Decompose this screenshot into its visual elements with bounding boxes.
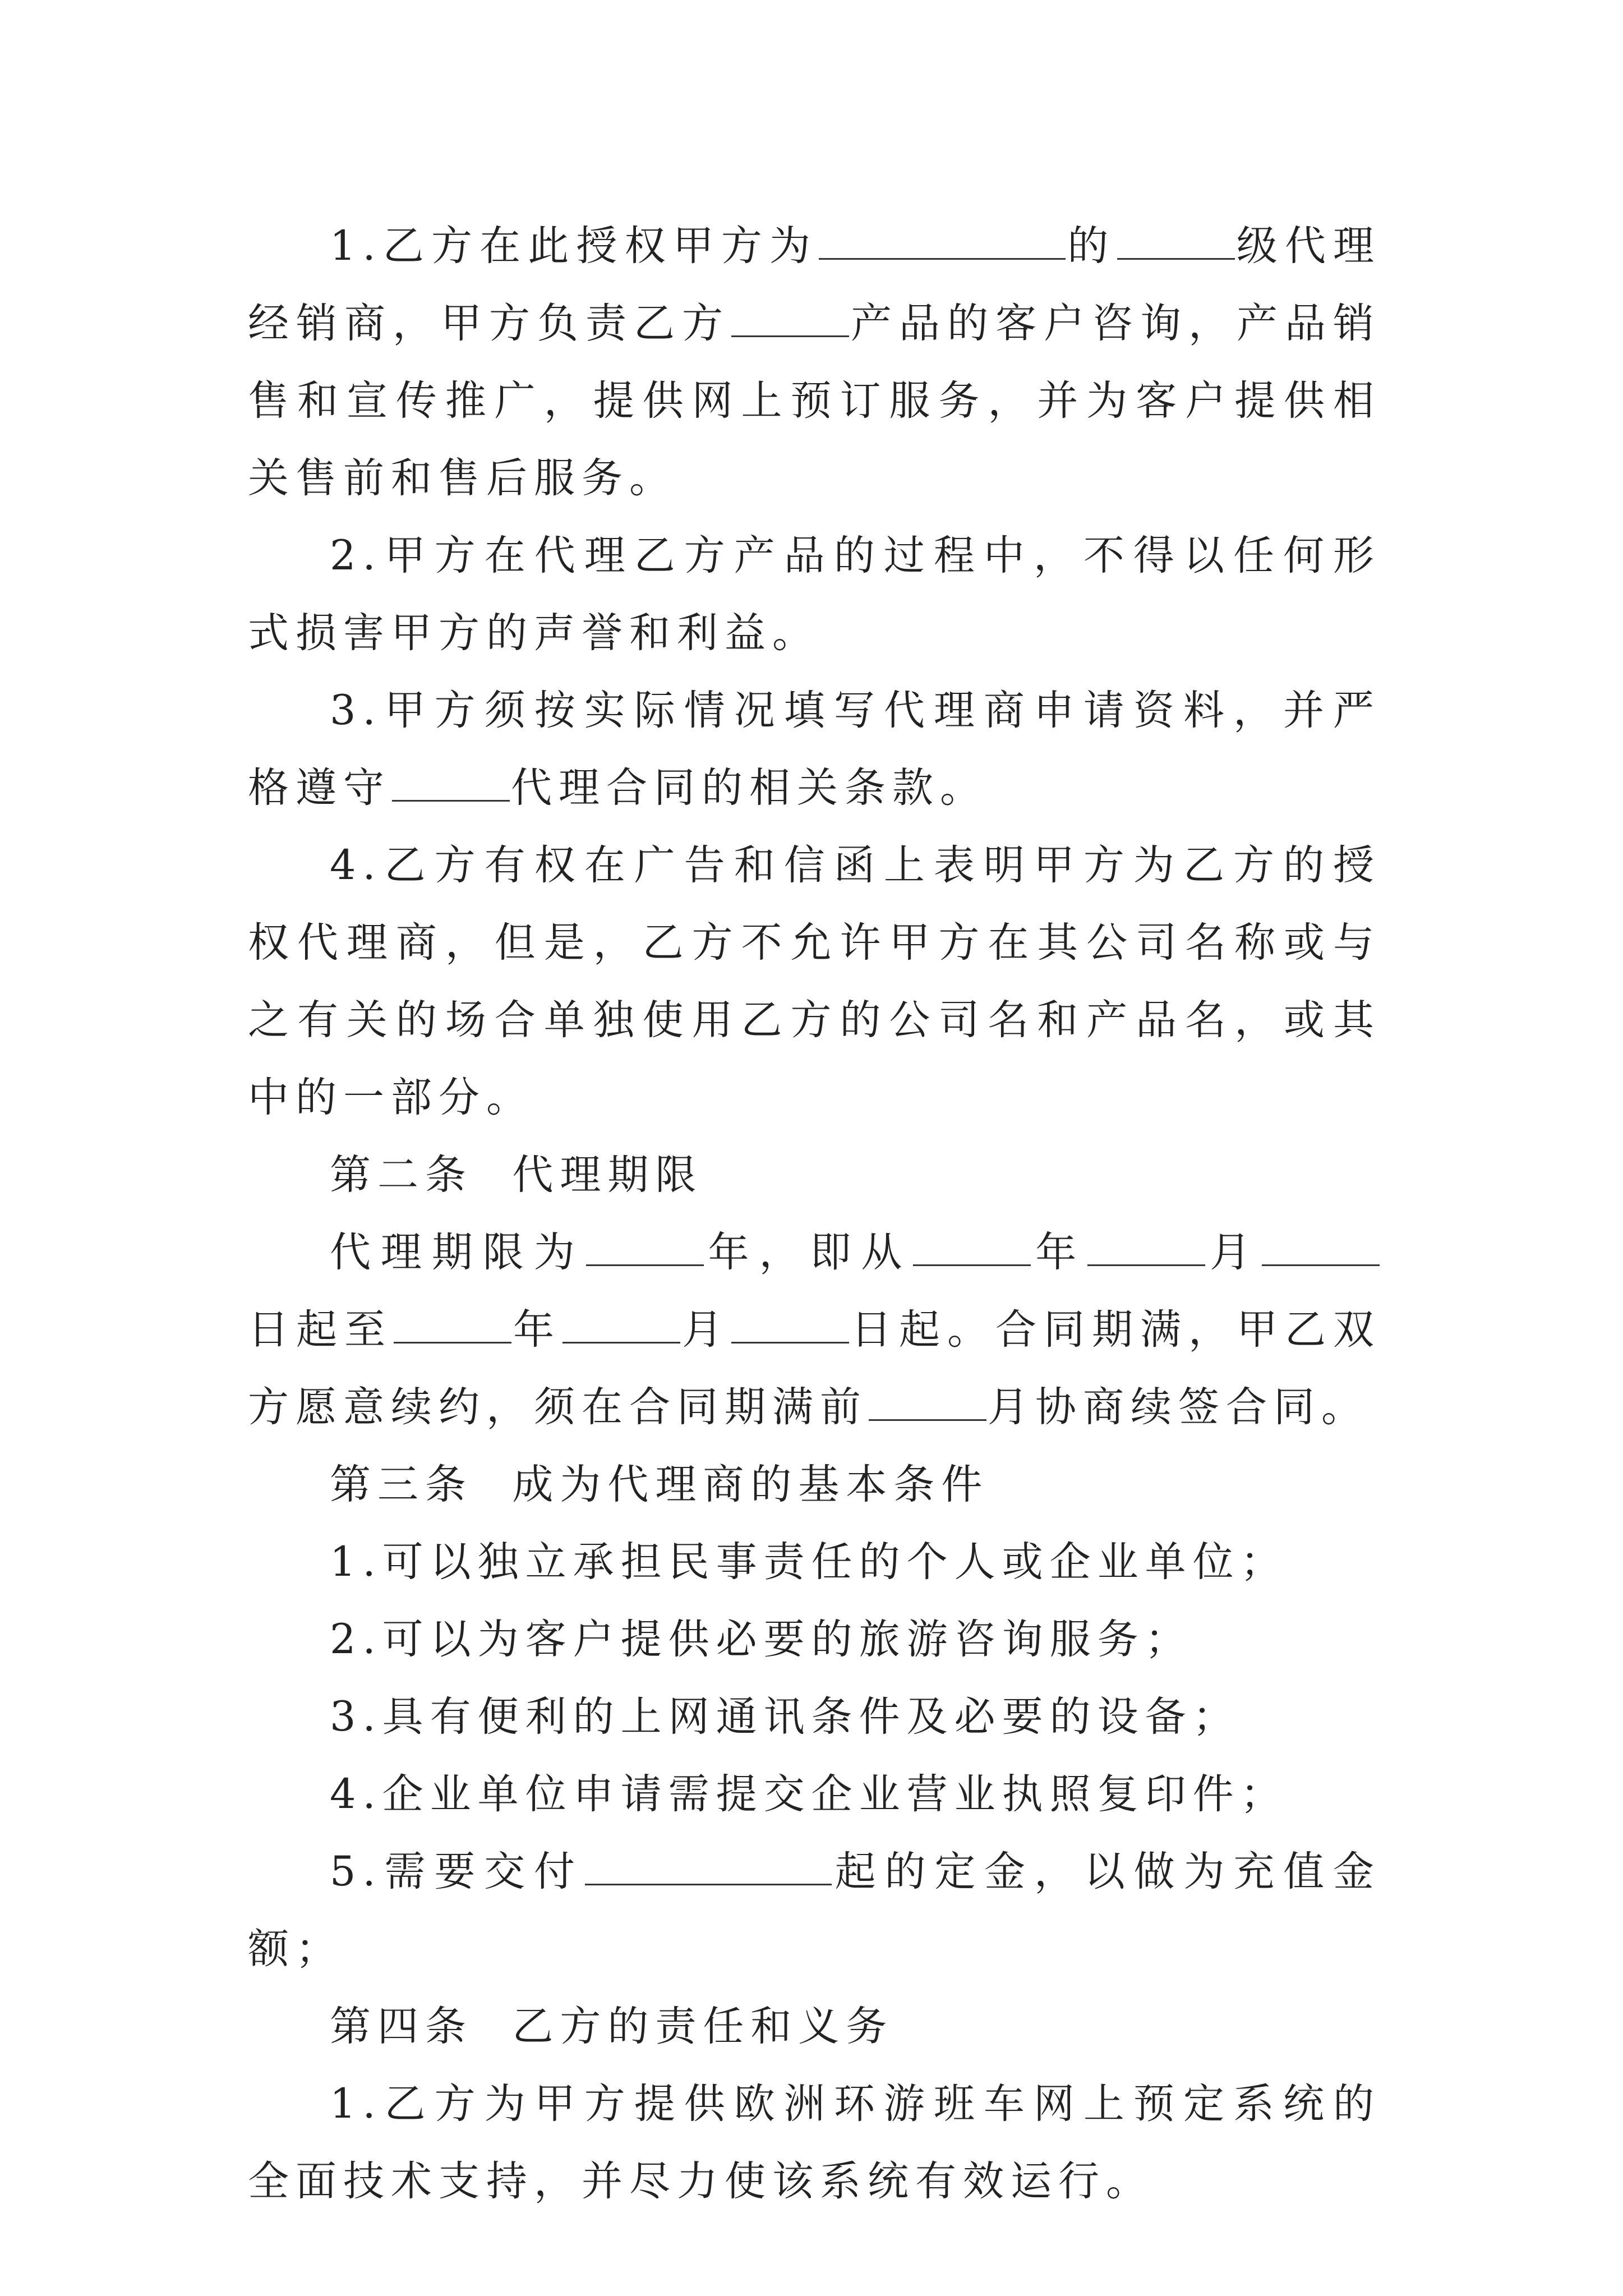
obligation-1 [248, 2065, 1381, 2220]
text-segment: 2.甲方在代理乙方产品的过程中，不得以任何形式损害甲方的声誉和利益。 [248, 532, 1381, 657]
text-segment: 起的定金，以做为充值金额； [248, 1848, 1381, 1973]
clause-1-authorization [248, 208, 1381, 517]
blank-deposit-amount [585, 1847, 832, 1885]
text-segment: 月协商续签合同。 [988, 1383, 1369, 1431]
blank-end-day [731, 1305, 849, 1343]
text-segment: 4.企业单位申请需提交企业营业执照复印件； [330, 1770, 1288, 1818]
blank-contract-name [392, 763, 510, 802]
condition-2 [248, 1601, 1381, 1678]
blank-start-year [913, 1227, 1031, 1266]
text-segment: 1.乙方为甲方提供欧洲环游班车网上预定系统的全面技术支持，并尽力使该系统有效运行。 [248, 2080, 1381, 2205]
clause-4-authorized-agent [248, 827, 1381, 1137]
text-segment: 月 [1206, 1228, 1261, 1276]
clause-2-reputation [248, 517, 1381, 672]
text-segment: 月 [681, 1306, 730, 1354]
blank-renewal-months [869, 1382, 986, 1421]
blank-term-years [586, 1227, 704, 1266]
section-heading: 第二条 代理期限 [330, 1151, 703, 1199]
text-segment: 的 [1067, 222, 1116, 270]
text-segment: 级代理经销商，甲方负责乙方 [248, 222, 1381, 347]
text-segment: 3.甲方须按实际情况填写代理商申请资料，并严格遵守 [248, 687, 1381, 812]
blank-end-year [394, 1305, 511, 1343]
condition-4 [248, 1756, 1381, 1833]
text-segment: 年 [1032, 1228, 1087, 1276]
text-segment: 代理合同的相关条款。 [511, 764, 988, 812]
text-segment: 代理期限为 [330, 1228, 585, 1276]
text-segment: 年，即从 [704, 1228, 912, 1276]
text-segment: 1.可以独立承担民事责任的个人或企业单位； [330, 1538, 1288, 1586]
clause-3-application [248, 672, 1381, 827]
blank-agent-region [819, 221, 1066, 260]
text-segment: 产品的客户咨询，产品销售和宣传推广，提供网上预订服务，并为客户提供相关售前和售后服务。 [248, 300, 1381, 502]
blank-agent-level [1117, 221, 1235, 260]
section-heading: 第三条 成为代理商的基本条件 [330, 1461, 989, 1508]
text-segment: 3.具有便利的上网通讯条件及必要的设备； [330, 1693, 1241, 1741]
agency-term-paragraph [248, 1214, 1381, 1446]
blank-product-name [731, 298, 849, 337]
condition-1 [248, 1524, 1381, 1601]
document-body [248, 208, 1381, 2220]
text-segment: 年 [513, 1306, 561, 1354]
article-3-heading [248, 1446, 1381, 1524]
article-4-heading [248, 1988, 1381, 2065]
text-segment: 1.乙方在此授权甲方为 [330, 222, 818, 270]
condition-5 [248, 1833, 1381, 1988]
blank-start-month [1087, 1227, 1205, 1266]
condition-3 [248, 1678, 1381, 1756]
article-2-heading [248, 1137, 1381, 1214]
blank-start-day [1262, 1227, 1380, 1266]
text-segment: 日起至 [248, 1306, 393, 1354]
section-heading: 第四条 乙方的责任和义务 [330, 2003, 894, 2050]
text-segment: 日起。合同期满，甲乙双方愿意续约，须在合同期满前 [248, 1306, 1381, 1431]
text-segment: 5.需要交付 [330, 1848, 584, 1895]
text-segment: 2.可以为客户提供必要的旅游咨询服务； [330, 1616, 1193, 1663]
text-segment: 4.乙方有权在广告和信函上表明甲方为乙方的授权代理商，但是，乙方不允许甲方在其公司名称或与之有关的场合单独使用乙方的公司名和产品名，或其中的一部分。 [248, 841, 1381, 1121]
blank-end-month [562, 1305, 680, 1343]
